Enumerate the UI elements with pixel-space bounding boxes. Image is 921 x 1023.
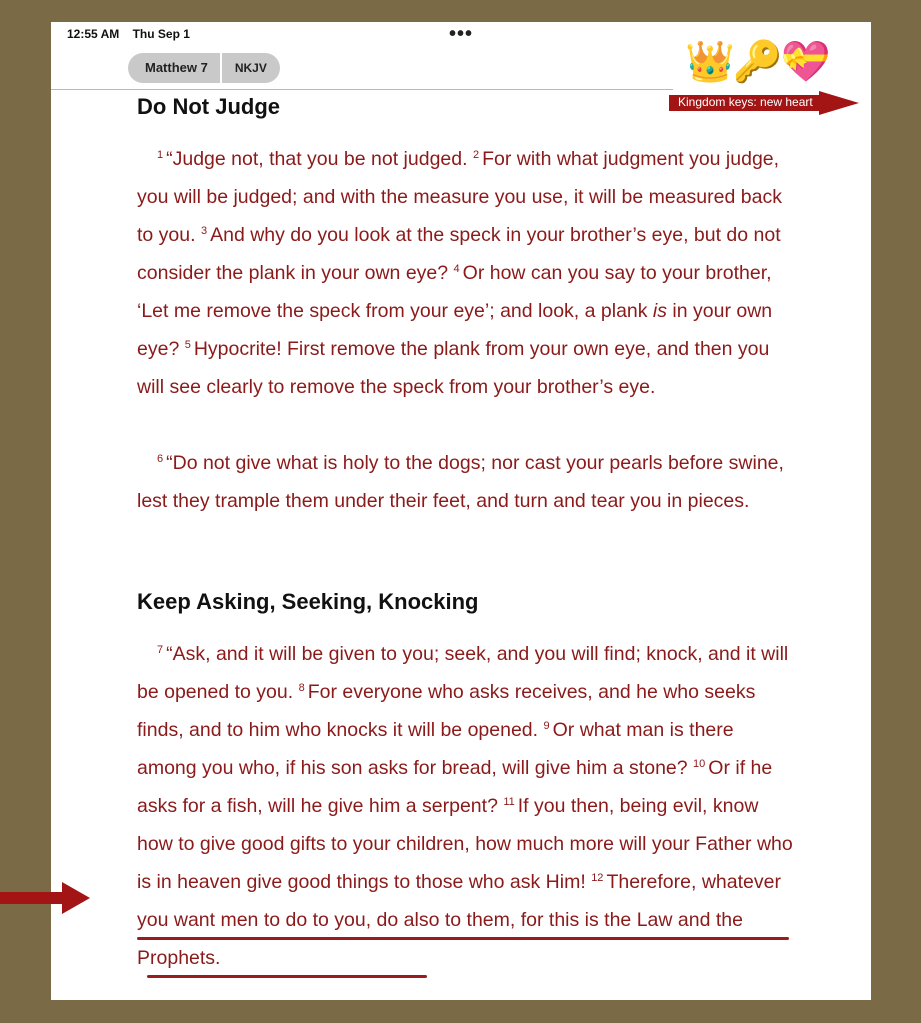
italic-word: is — [652, 300, 668, 322]
verse-text: Or what man is there among you who, if his son asks for bread, will give him a stone? — [137, 719, 734, 779]
passage-do-not-judge — [137, 140, 797, 406]
verse-number: 12 — [591, 872, 604, 884]
verse-number: 4 — [453, 263, 460, 275]
banner-label: Kingdom keys: new heart — [678, 95, 813, 109]
verse-number: 3 — [200, 225, 208, 237]
reader-screen — [51, 22, 871, 1000]
verse-number: 9 — [543, 720, 550, 732]
more-options-icon[interactable]: ••• — [449, 23, 474, 45]
book-chapter-button[interactable]: Matthew 7 — [128, 53, 222, 83]
verse-number: 2 — [472, 149, 480, 161]
verse-text: “Judge not, that you be not judged. — [166, 148, 473, 170]
navigation-pill — [128, 53, 280, 83]
verse-number: 5 — [184, 339, 191, 351]
verse-number: 6 — [157, 453, 164, 465]
verse-text: If you then, being evil, know how to give good gifts to your children, how much more will your Father who is in heaven give good things to those who ask Him! — [137, 795, 793, 893]
pointer-arrow-icon — [0, 880, 90, 916]
verse-text: For everyone who asks receives, and he who seeks finds, and to him who knocks it will be opened. — [137, 681, 756, 741]
version-button[interactable]: NKJV — [234, 61, 267, 75]
section-heading-do-not-judge: Do Not Judge — [137, 94, 280, 119]
highlight-underline — [147, 975, 427, 978]
crown-key-heart-icons: 👑🔑💝 — [685, 40, 829, 84]
verse-text: Therefore, whatever you want men to do to you, do also to them, for this is the Law and the Prophets. — [137, 871, 781, 969]
kingdom-keys-banner — [669, 91, 859, 115]
verse-text: “Ask, and it will be given to you; seek, and you will find; knock, and it will be opened to you. — [137, 643, 789, 703]
section-heading-keep-asking: Keep Asking, Seeking, Knocking — [137, 589, 479, 614]
verse-number: 7 — [157, 644, 164, 656]
verse-number: 8 — [298, 682, 305, 694]
verse-number: 1 — [157, 149, 164, 161]
status-date: Thu Sep 1 — [132, 27, 190, 41]
highlight-underline — [137, 937, 789, 940]
status-time: 12:55 AM — [67, 27, 120, 41]
verse-text: Or how can you say to your brother, ‘Let me remove the speck from your eye’; and look, a plank — [137, 262, 772, 322]
passage-verse-6 — [137, 444, 797, 520]
status-bar — [67, 27, 200, 41]
verse-number: 10 — [693, 758, 706, 770]
verse-text: “Do not give what is holy to the dogs; nor cast your pearls before swine, lest they trample them under their feet, and turn and tear you in pieces. — [137, 452, 784, 512]
verse-text: Hypocrite! First remove the plank from your own eye, and then you will see clearly to remove the speck from your brother’s eye. — [137, 338, 770, 398]
verse-number: 11 — [503, 796, 515, 808]
verse-text: Or if he asks for a fish, will he give him a serpent? — [137, 757, 773, 817]
passage-keep-asking — [137, 635, 797, 977]
verse-text: And why do you look at the speck in your brother’s eye, but do not consider the plank in your own eye? — [137, 224, 781, 284]
verse-text: in your own eye? — [137, 300, 773, 360]
verse-text: For with what judgment you judge, you will be judged; and with the measure you use, it will be measured back to you. — [137, 148, 782, 246]
header-divider — [51, 89, 673, 90]
